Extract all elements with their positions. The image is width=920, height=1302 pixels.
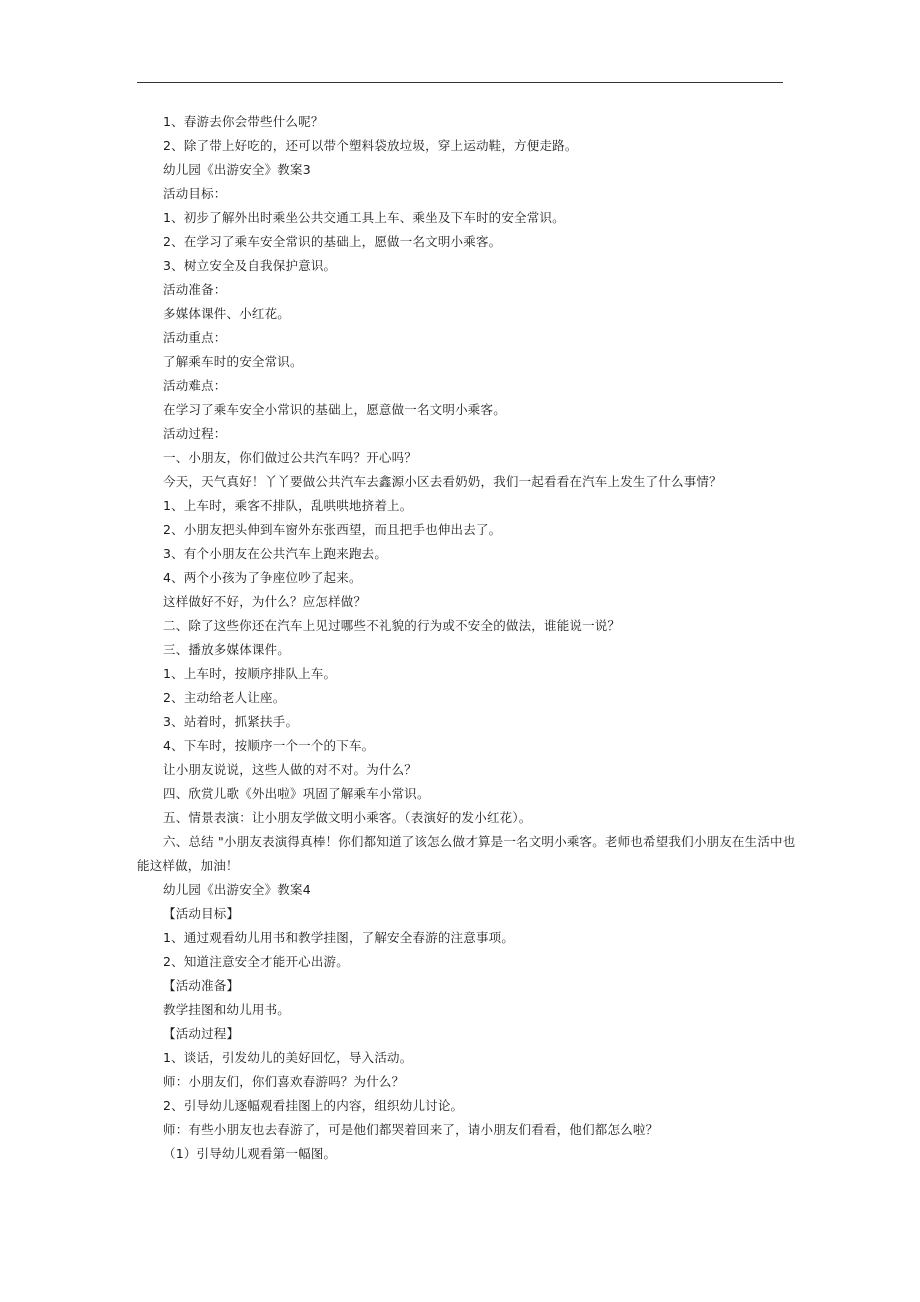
text-line: 【活动目标】 bbox=[163, 906, 240, 921]
text-line: 四、欣赏儿歌《外出啦》巩固了解乘车小常识。 bbox=[163, 786, 430, 801]
summary-line-first: 六、总结 "小朋友表演得真棒！你们都知道了该怎么做才算是一名文明小乘客。老师也希望我们小朋友在生活中也 bbox=[163, 834, 796, 849]
text-line: 活动重点： bbox=[163, 330, 227, 345]
text-line: 1、春游去你会带些什么呢？ bbox=[163, 114, 324, 129]
text-line: 1、上车时，乘客不排队，乱哄哄地挤着上。 bbox=[163, 498, 413, 513]
text-line: 活动准备： bbox=[163, 282, 227, 297]
text-line: 了解乘车时的安全常识。 bbox=[163, 354, 303, 369]
text-line: 1、初步了解外出时乘坐公共交通工具上车、乘坐及下车时的安全常识。 bbox=[163, 210, 565, 225]
text-line: 2、引导幼儿逐幅观看挂图上的内容，组织幼儿讨论。 bbox=[163, 1098, 464, 1113]
text-line: 3、站着时，抓紧扶手。 bbox=[163, 714, 299, 729]
summary-line-second: 能这样做，加油！ bbox=[137, 858, 239, 873]
text-line: 一、小朋友，你们做过公共汽车吗？开心吗？ bbox=[163, 450, 418, 465]
text-line: 二、除了这些你还在汽车上见过哪些不礼貌的行为或不安全的做法，谁能说一说？ bbox=[163, 618, 621, 633]
text-line: 2、除了带上好吃的，还可以带个塑料袋放垃圾，穿上运动鞋，方便走路。 bbox=[163, 138, 578, 153]
text-line: 让小朋友说说，这些人做的对不对。为什么？ bbox=[163, 762, 418, 777]
text-line: 今天，天气真好！丫丫要做公共汽车去鑫源小区去看奶奶，我们一起看看在汽车上发生了什么事情？ bbox=[163, 474, 722, 489]
text-line: 1、谈话，引发幼儿的美好回忆，导入活动。 bbox=[163, 1050, 413, 1065]
text-line: 三、播放多媒体课件。 bbox=[163, 642, 291, 657]
text-line: 3、有个小朋友在公共汽车上跑来跑去。 bbox=[163, 546, 388, 561]
text-line: 【活动过程】 bbox=[163, 1026, 240, 1041]
text-line: 2、知道注意安全才能开心出游。 bbox=[163, 954, 349, 969]
text-line: 多媒体课件、小红花。 bbox=[163, 306, 291, 321]
text-line: 4、两个小孩为了争座位吵了起来。 bbox=[163, 570, 362, 585]
section-title: 幼儿园《出游安全》教案3 bbox=[163, 162, 311, 177]
text-line: 活动目标： bbox=[163, 186, 227, 201]
text-line: 在学习了乘车安全小常识的基础上，愿意做一名文明小乘客。 bbox=[163, 402, 506, 417]
text-line: 【活动准备】 bbox=[163, 978, 240, 993]
text-line: 教学挂图和幼儿用书。 bbox=[163, 1002, 291, 1017]
text-line: 1、通过观看幼儿用书和教学挂图，了解安全春游的注意事项。 bbox=[163, 930, 515, 945]
document-body bbox=[137, 110, 796, 1166]
text-line: 3、树立安全及自我保护意识。 bbox=[163, 258, 337, 273]
text-line: 4、下车时，按顺序一个一个的下车。 bbox=[163, 738, 375, 753]
text-line: 五、情景表演：让小朋友学做文明小乘客。（表演好的发小红花）。 bbox=[163, 810, 532, 825]
header-rule bbox=[137, 82, 783, 83]
text-line: 活动难点： bbox=[163, 378, 227, 393]
text-line: 师：小朋友们，你们喜欢春游吗？为什么？ bbox=[163, 1074, 405, 1089]
text-line: （1）引导幼儿观看第一幅图。 bbox=[163, 1146, 337, 1161]
text-line: 2、小朋友把头伸到车窗外东张西望，而且把手也伸出去了。 bbox=[163, 522, 502, 537]
section-title: 幼儿园《出游安全》教案4 bbox=[163, 882, 311, 897]
text-line: 活动过程： bbox=[163, 426, 227, 441]
text-line: 1、上车时，按顺序排队上车。 bbox=[163, 666, 337, 681]
text-line: 2、在学习了乘车安全常识的基础上，愿做一名文明小乘客。 bbox=[163, 234, 502, 249]
text-line: 师：有些小朋友也去春游了，可是他们都哭着回来了，请小朋友们看看，他们都怎么啦？ bbox=[163, 1122, 659, 1137]
text-line: 2、主动给老人让座。 bbox=[163, 690, 286, 705]
text-line: 这样做好不好，为什么？应怎样做？ bbox=[163, 594, 367, 609]
